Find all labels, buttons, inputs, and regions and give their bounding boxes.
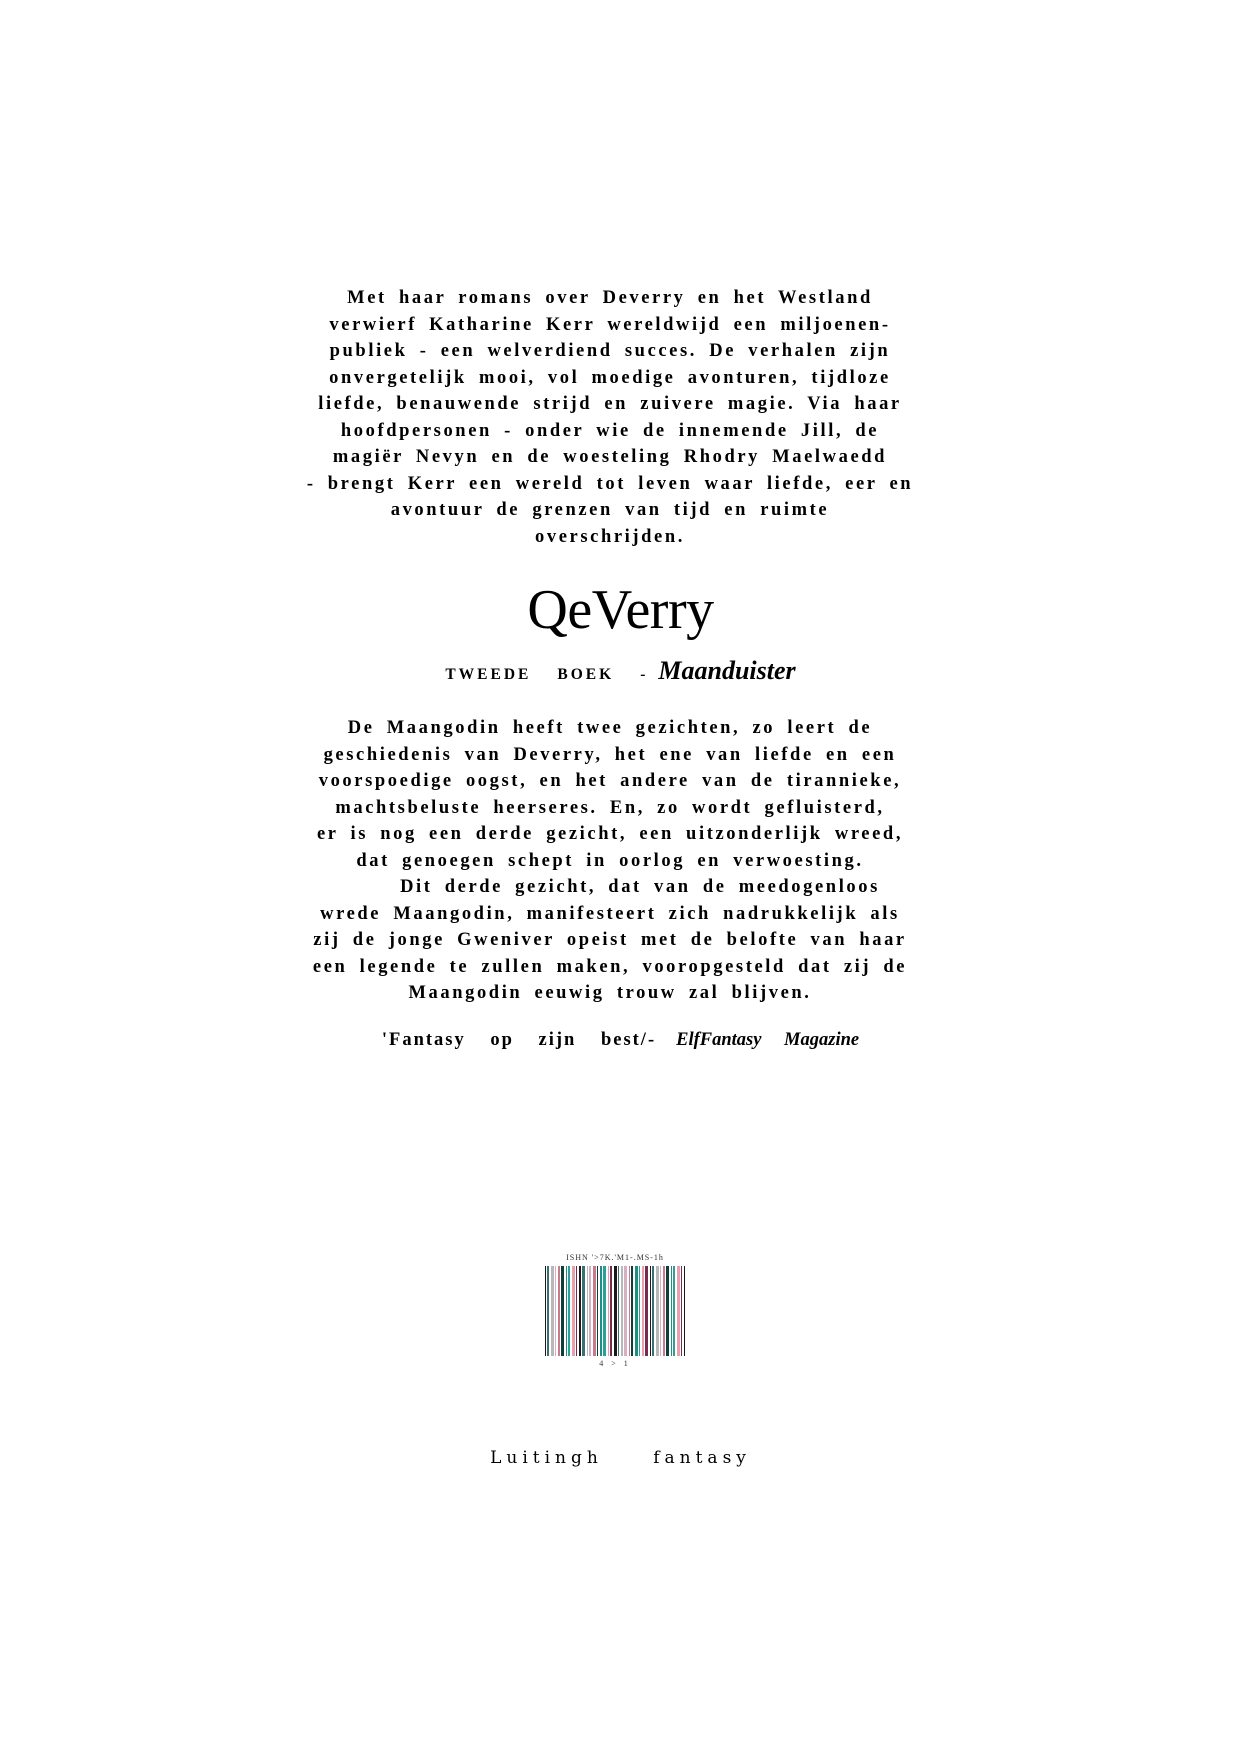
barcode-bar <box>614 1266 617 1356</box>
barcode-bar <box>631 1266 633 1356</box>
barcode-bar <box>587 1266 588 1356</box>
subtitle-dash: - <box>640 666 649 683</box>
barcode-bar <box>645 1266 648 1356</box>
barcode-bar <box>555 1266 556 1356</box>
barcode-bar <box>684 1266 685 1356</box>
quote-source: ElfFantasy Magazine <box>676 1030 860 1050</box>
barcode-bar <box>642 1266 644 1356</box>
synopsis-line: voorspoedige oogst, en het andere van de tirannieke, <box>318 771 902 791</box>
blurb-paragraph <box>300 285 920 550</box>
series-title: QeVerry <box>527 579 714 641</box>
barcode-bar <box>663 1266 665 1356</box>
blurb-line: magiër Nevyn en de woesteling Rhodry Maelwaedd <box>332 447 888 467</box>
barcode-bar <box>650 1266 651 1356</box>
synopsis-line: machtsbeluste heerseres. En, zo wordt gefluisterd, <box>335 797 885 818</box>
blurb-line: - brengt Kerr een wereld tot leven waar liefde, eer en <box>306 473 914 494</box>
barcode-bar <box>629 1266 630 1356</box>
barcode-bar <box>600 1266 602 1356</box>
barcode-bar <box>610 1266 612 1356</box>
barcode-bar <box>558 1266 560 1356</box>
barcode-bar <box>561 1266 564 1356</box>
synopsis-line: er is nog een derde gezicht, een uitzonderlijk wreed, <box>316 824 904 844</box>
barcode-bar <box>608 1266 609 1356</box>
barcode-digits: 4 > 1 <box>599 1359 631 1368</box>
synopsis-line: wrede Maangodin, manifesteert zich nadrukkelijk als <box>320 903 900 924</box>
barcode-bars <box>545 1266 685 1356</box>
barcode-bar <box>589 1266 591 1356</box>
blurb-line: overschrijden. <box>535 526 685 547</box>
barcode-bar <box>603 1266 606 1356</box>
barcode-bar <box>547 1266 549 1356</box>
synopsis-line: dat genoegen schept in oorlog en verwoesting. <box>356 850 864 871</box>
barcode-bar <box>597 1266 598 1356</box>
synopsis-line: zij de jonge Gweniver opeist met de belofte van haar <box>313 930 907 950</box>
barcode-bar <box>652 1266 654 1356</box>
blurb-line: onvergetelijk mooi, vol moedige avonturen, tijdloze <box>329 367 891 388</box>
synopsis-line: geschiedenis van Deverry, het ene van liefde en een <box>323 744 897 765</box>
synopsis-line: Maangodin eeuwig trouw zal blijven. <box>408 983 812 1003</box>
barcode-bar <box>618 1266 619 1356</box>
publisher-imprint: Luitingh fantasy <box>490 1448 751 1468</box>
blurb-line: avontuur de grenzen van tijd en ruimte <box>390 500 830 520</box>
barcode-bar <box>579 1266 581 1356</box>
quote-text: 'Fantasy op zijn best/- <box>381 1030 657 1050</box>
barcode-bar <box>582 1266 585 1356</box>
synopsis-line: Dit derde gezicht, dat van de meedogenloos <box>400 877 880 897</box>
barcode-bar <box>671 1266 672 1356</box>
book-title: Maanduister <box>658 656 796 685</box>
barcode-bar <box>660 1266 661 1356</box>
barcode-bar <box>572 1266 575 1356</box>
barcode-bar <box>621 1266 623 1356</box>
isbn-barcode <box>540 1253 690 1373</box>
barcode-bar <box>673 1266 675 1356</box>
barcode-bar <box>551 1266 554 1356</box>
blurb-line: Met haar romans over Deverry en het Westland <box>347 288 873 308</box>
blurb-line: publiek - een welverdiend succes. De verhalen zijn <box>329 341 891 361</box>
synopsis-line: De Maangodin heeft twee gezichten, zo leert de <box>347 718 873 738</box>
barcode-bar <box>639 1266 640 1356</box>
barcode-bar <box>666 1266 669 1356</box>
synopsis-line: een legende te zullen maken, vooropgesteld dat zij de <box>312 956 908 977</box>
blurb-line: verwierf Katharine Kerr wereldwijd een miljoenen- <box>329 314 891 335</box>
barcode-bar <box>677 1266 680 1356</box>
blurb-line: hoofdpersonen - onder wie de innemende Jill, de <box>340 420 880 441</box>
barcode-bar <box>656 1266 659 1356</box>
barcode-bar <box>593 1266 596 1356</box>
book-number-word: TWEEDE <box>445 666 532 683</box>
synopsis-paragraph <box>300 715 920 1007</box>
blurb-line: liefde, benauwende strijd en zuivere magie. Via haar <box>318 394 902 414</box>
barcode-bar <box>566 1266 567 1356</box>
barcode-bar <box>624 1266 627 1356</box>
book-subtitle <box>0 656 1241 686</box>
isbn-label: ISHN '>7K.'M1-.MS-1h <box>566 1253 664 1262</box>
barcode-bar <box>681 1266 682 1356</box>
barcode-bar <box>568 1266 570 1356</box>
barcode-bar <box>576 1266 577 1356</box>
book-word: BOEK <box>557 666 615 683</box>
review-quote <box>0 1030 1241 1051</box>
barcode-bar <box>635 1266 638 1356</box>
barcode-bar <box>545 1266 546 1356</box>
